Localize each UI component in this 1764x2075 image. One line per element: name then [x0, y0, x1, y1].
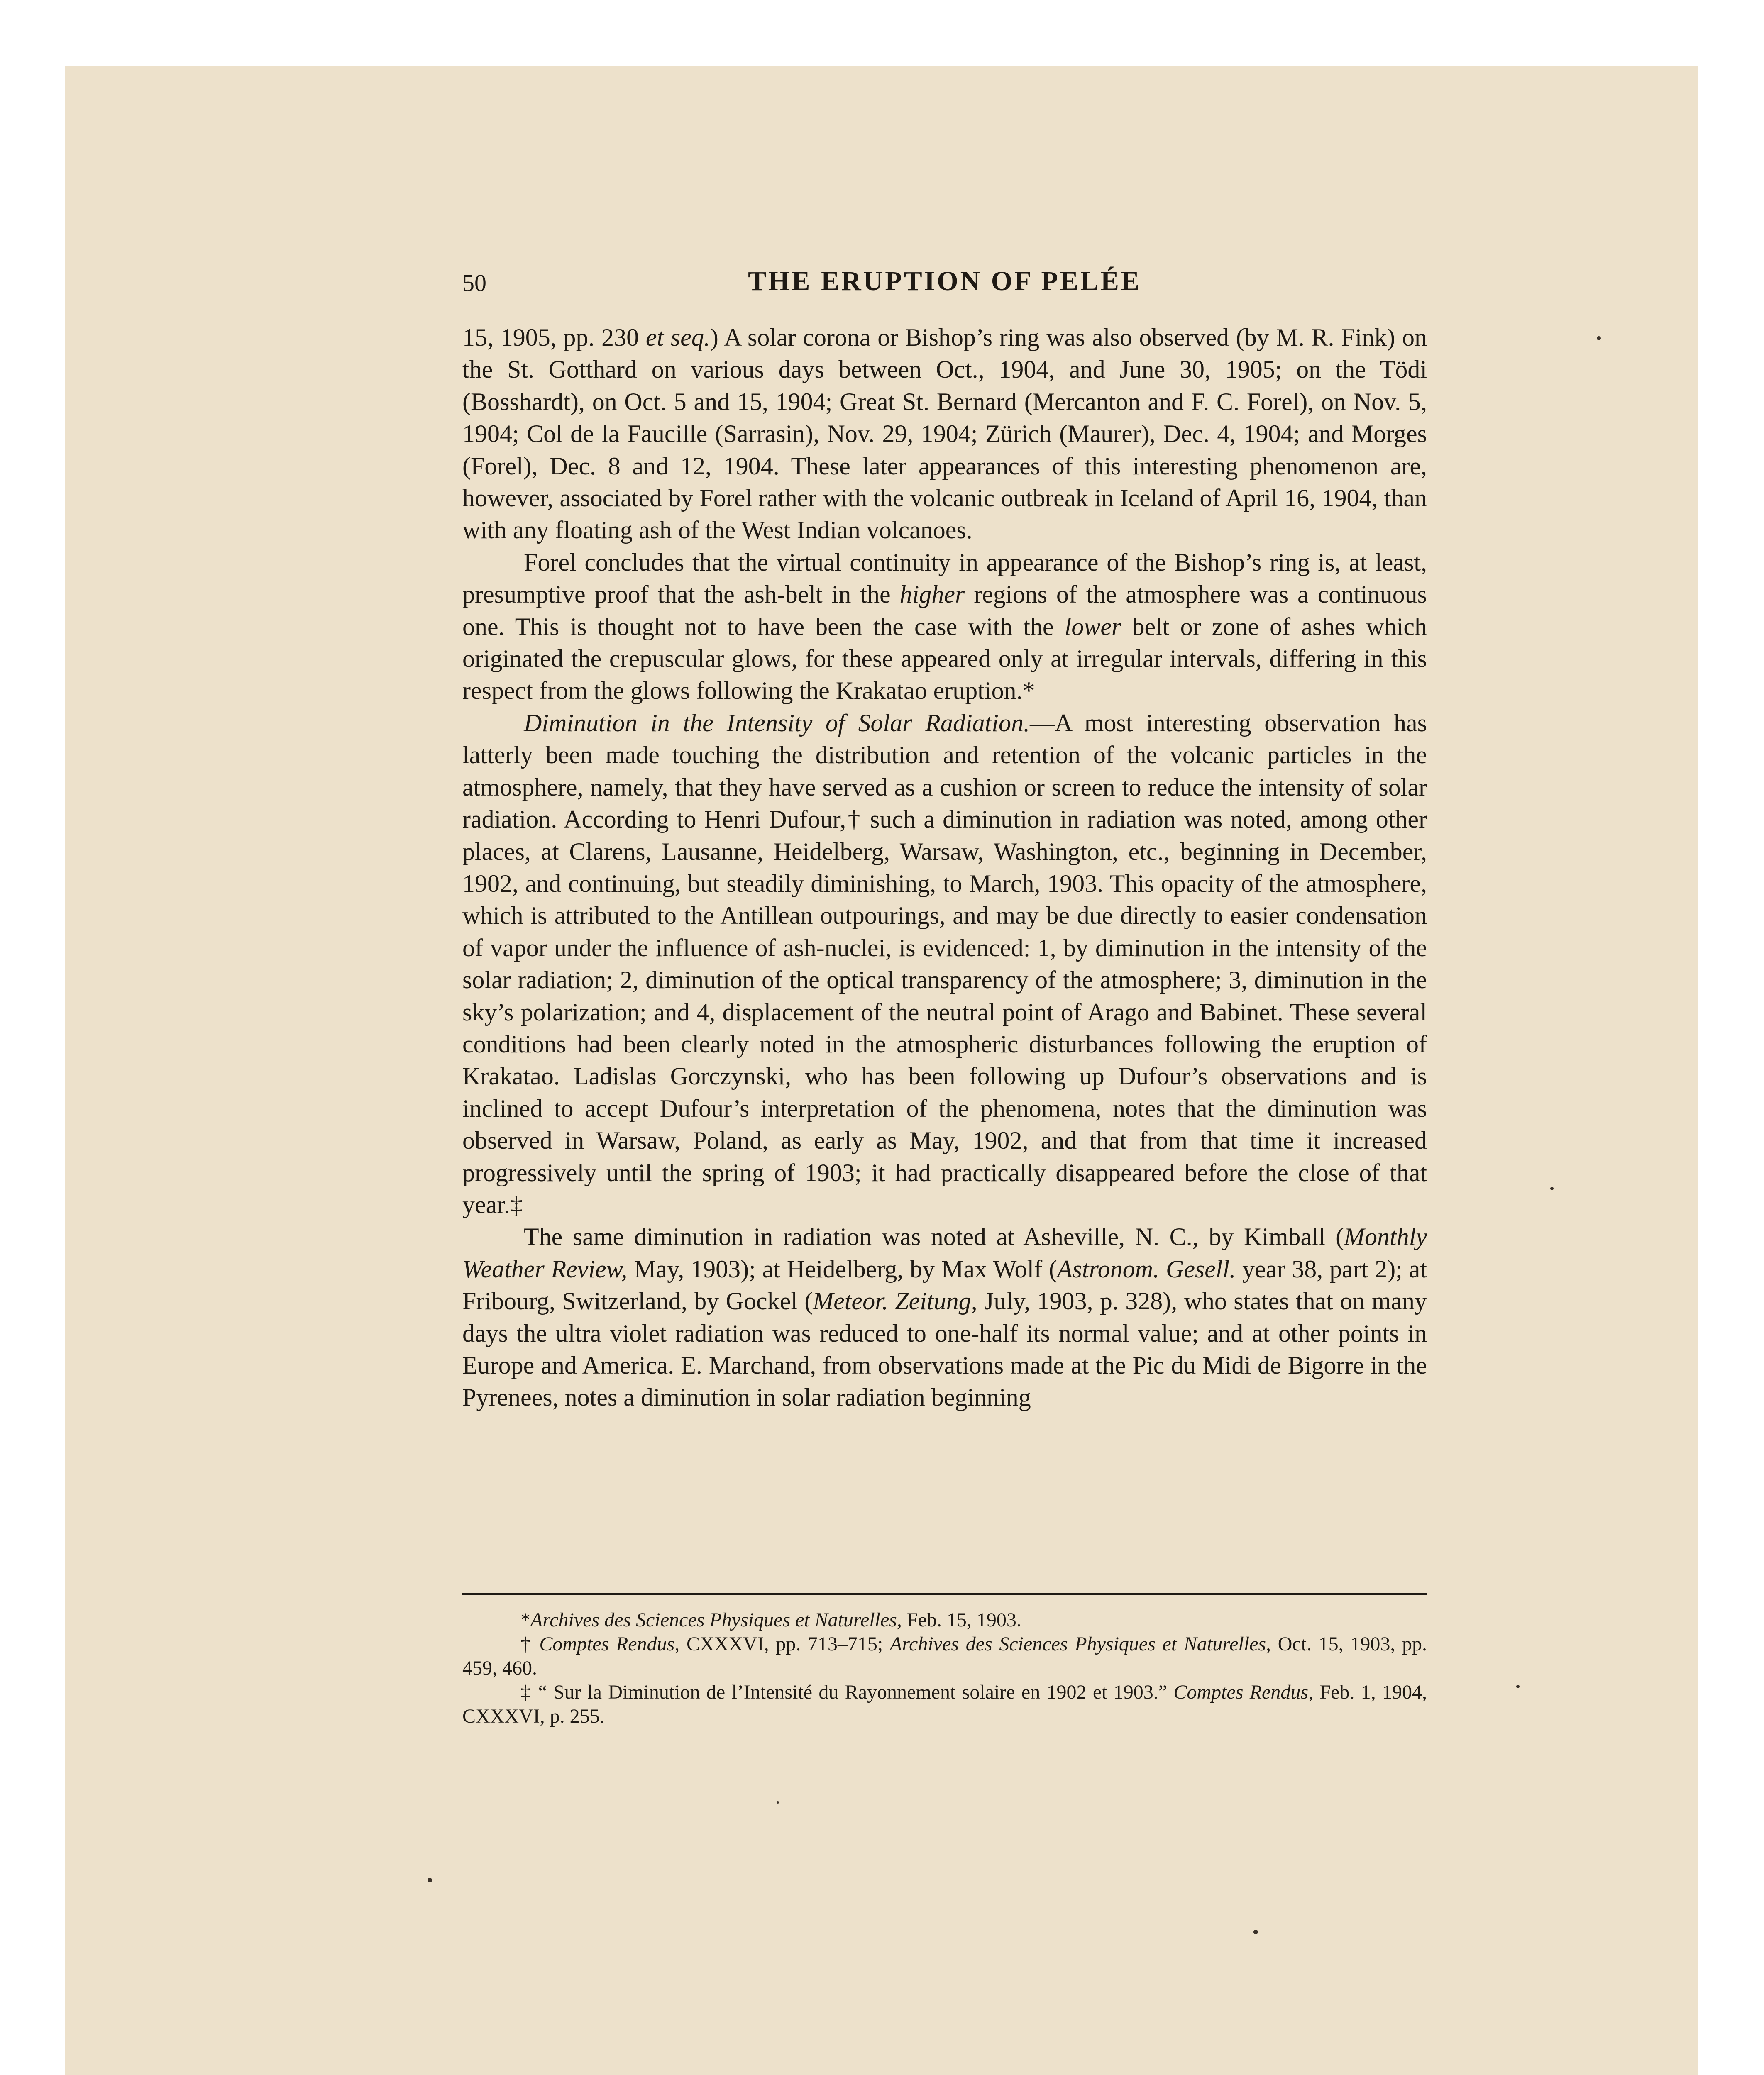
footnote-rule	[462, 1593, 1427, 1595]
running-head	[462, 266, 1427, 305]
footnote: *Archives des Sciences Physiques et Naturelles, Feb. 15, 1903.	[520, 1609, 1021, 1631]
paragraph: Diminution in the Intensity of Solar Radiation.—A most interesting observation has latterly been made touching the distribution and retention of the volcanic particles in the atmosphere, namely, that they have served as a cushion or screen to reduce the intensity of solar radiation. According to Henri Dufour,† such a diminution in radiation was noted, among other places, at Clarens, Lausanne, Heidelberg, Warsaw, Washington, etc., beginning in December, 1902, and continuing, but steadily diminishing, to March, 1903. This opacity of the atmosphere, which is attributed to the Antillean outpourings, and may be due directly to easier condensation of vapor under the influence of ash-nuclei, is evidenced: 1, by diminution in the intensity of the solar radiation; 2, diminution of the optical transparency of the atmosphere; 3, diminution in the sky’s polarization; and 4, displacement of the neutral point of Arago and Babinet. These several conditions had been clearly noted in the atmospheric disturbances following the eruption of Krakatao. Ladislas Gorczynski, who has been following up Dufour’s observations and is inclined to accept Dufour’s interpretation of the phenomena, notes that the diminution was observed in Warsaw, Poland, as early as May, 1902, and that from that time it increased progressively until the spring of 1903; it had practically disappeared before the close of that year.‡	[462, 709, 1427, 1218]
ink-speck	[1597, 336, 1601, 340]
footnotes	[462, 1608, 1427, 1728]
ink-speck	[428, 1878, 432, 1882]
paragraph: 15, 1905, pp. 230 et seq.) A solar corona or Bishop’s ring was also observed (by M. R. Fink) on the St. Gotthard on various days between Oct., 1904, and June 30, 1905; on the Tödi (Bosshardt), on Oct. 5 and 15, 1904; Great St. Bernard (Mercanton and F. C. Forel), on Nov. 5, 1904; Col de la Faucille (Sarrasin), Nov. 29, 1904; Zürich (Maurer), Dec. 4, 1904; and Morges (Forel), Dec. 8 and 12, 1904. These later appearances of this interesting phenomenon are, however, associated by Forel rather with the volcanic outbreak in Iceland of April 16, 1904, than with any floating ash of the West Indian volcanoes.	[462, 324, 1427, 544]
ink-speck	[777, 1801, 779, 1804]
body-text	[462, 322, 1427, 1414]
running-title: THE ERUPTION OF PELÉE	[748, 266, 1141, 296]
paragraph: Forel concludes that the virtual continuity in appearance of the Bishop’s ring is, at least, presumptive proof that the ash-belt in the higher regions of the atmosphere was a continuous one. This is thought not to have been the case with the lower belt or zone of ashes which originated the crepuscular glows, for these appeared only at irregular intervals, differing in this respect from the glows following the Krakatao eruption.*	[462, 548, 1427, 705]
ink-speck	[1253, 1930, 1258, 1934]
ink-speck	[1516, 1685, 1520, 1688]
ink-speck	[1550, 1187, 1554, 1190]
paragraph: The same diminution in radiation was noted at Asheville, N. C., by Kimball (Monthly Weather Review, May, 1903); at Heidelberg, by Max Wolf (Astronom. Gesell. year 38, part 2); at Fribourg, Switzerland, by Gockel (Meteor. Zeitung, July, 1903, p. 328), who states that on many days the ultra violet radiation was reduced to one-half its normal value; and at other points in Europe and America. E. Marchand, from observations made at the Pic du Midi de Bigorre in the Pyrenees, notes a diminution in solar radiation beginning	[462, 1223, 1427, 1411]
footnote: ‡ “ Sur la Diminution de l’Intensité du Rayonnement solaire en 1902 et 1903.” Comptes Rendus, Feb. 1, 1904, CXXXVI, p. 255.	[462, 1681, 1427, 1727]
section-heading: Diminution in the Intensity of Solar Radiation.	[524, 709, 1030, 737]
footnote: † Comptes Rendus, CXXXVI, pp. 713–715; Archives des Sciences Physiques et Naturelles, Oct. 15, 1903, pp. 459, 460.	[462, 1633, 1427, 1679]
page-number: 50	[462, 269, 486, 296]
